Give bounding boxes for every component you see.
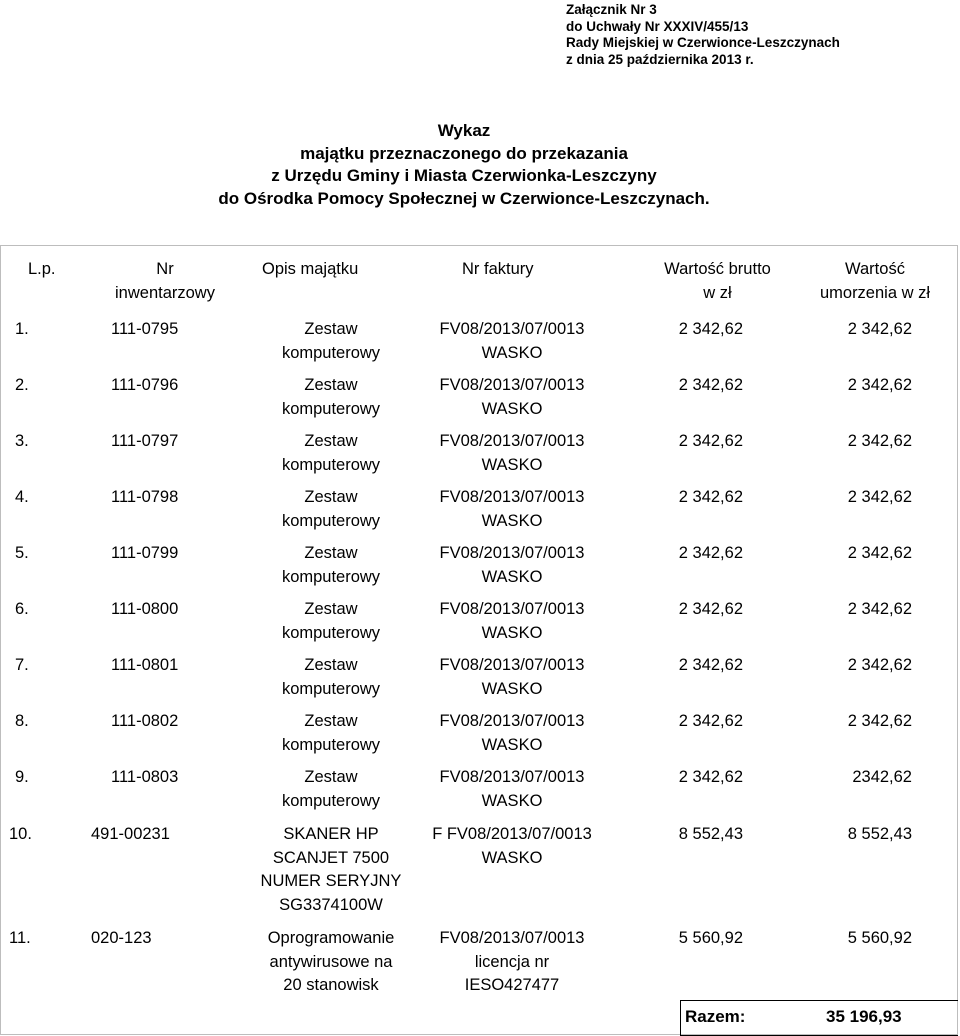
description-line: NUMER SERYJNY [260, 872, 402, 890]
asset-description [236, 823, 426, 917]
header-description: Opis majątku [262, 260, 359, 278]
invoice-number [412, 654, 612, 701]
gross-value: 2 342,62 [678, 768, 743, 786]
description-line: Oprogramowanie [267, 929, 395, 947]
description-line: Zestaw [304, 320, 358, 338]
header-inventory-line: Nr [156, 260, 174, 278]
invoice-line: FV08/2013/07/0013 [439, 712, 585, 730]
header-gross-line: Wartość brutto [664, 260, 771, 278]
gross-value: 2 342,62 [678, 656, 743, 674]
inventory-number: 111-0802 [111, 712, 179, 730]
gross-value: 2 342,62 [678, 600, 743, 618]
header-invoice: Nr faktury [462, 260, 534, 278]
invoice-line: WASKO [481, 455, 543, 474]
row-number: 8. [15, 712, 29, 730]
row-number: 10. [9, 825, 32, 843]
invoice-line: WASKO [481, 735, 543, 754]
asset-description [236, 486, 426, 533]
invoice-line: FV08/2013/07/0013 [439, 544, 585, 562]
annex-reference [566, 2, 840, 68]
row-number: 5. [15, 544, 29, 562]
description-line: SKANER HP [283, 825, 379, 843]
gross-value: 2 342,62 [678, 544, 743, 562]
invoice-number [412, 598, 612, 645]
description-line: komputerowy [281, 455, 381, 474]
description-line: komputerowy [281, 511, 381, 530]
header-amortization-line: umorzenia w zł [819, 283, 931, 302]
inventory-number: 020-123 [91, 929, 152, 947]
invoice-line: FV08/2013/07/0013 [439, 929, 585, 947]
asset-description [236, 710, 426, 757]
description-line: komputerowy [281, 791, 381, 810]
invoice-number [412, 542, 612, 589]
amortization-value: 2 342,62 [847, 432, 912, 450]
title-line: do Ośrodka Pomocy Społecznej w Czerwionce-Leszczynach. [218, 188, 710, 208]
description-line: Zestaw [304, 488, 358, 506]
amortization-value: 2 342,62 [847, 320, 912, 338]
description-line: komputerowy [281, 399, 381, 418]
asset-description [236, 598, 426, 645]
description-line: Zestaw [304, 656, 358, 674]
title-line: majątku przeznaczonego do przekazania [300, 143, 628, 163]
invoice-number [412, 823, 612, 870]
total-label: Razem: [685, 1007, 746, 1026]
description-line: komputerowy [281, 623, 381, 642]
inventory-number: 111-0799 [111, 544, 179, 562]
inventory-number: 111-0801 [111, 656, 179, 674]
header-lp: L.p. [28, 260, 56, 278]
invoice-line: WASKO [481, 679, 543, 698]
amortization-value: 2 342,62 [847, 712, 912, 730]
invoice-line: FV08/2013/07/0013 [439, 768, 585, 786]
description-line: Zestaw [304, 600, 358, 618]
title-line: Wykaz [437, 121, 491, 140]
asset-description [236, 542, 426, 589]
amortization-value: 2342,62 [852, 768, 912, 786]
amortization-value: 2 342,62 [847, 600, 912, 618]
gross-value: 2 342,62 [678, 488, 743, 506]
invoice-number [412, 318, 612, 365]
inventory-number: 111-0798 [111, 488, 179, 506]
amortization-value: 2 342,62 [847, 544, 912, 562]
description-line: 20 stanowisk [283, 976, 379, 994]
invoice-line: WASKO [481, 791, 543, 810]
invoice-line: WASKO [481, 511, 543, 530]
asset-description [236, 318, 426, 365]
row-number: 7. [15, 656, 29, 674]
header-inventory-number [70, 258, 260, 305]
description-line: Zestaw [304, 544, 358, 562]
asset-description [236, 430, 426, 477]
invoice-line: WASKO [481, 399, 543, 418]
amortization-value: 2 342,62 [847, 656, 912, 674]
invoice-line: FV08/2013/07/0013 [439, 432, 585, 450]
invoice-number [412, 486, 612, 533]
invoice-line: WASKO [481, 567, 543, 586]
inventory-number: 491-00231 [91, 825, 170, 843]
inventory-number: 111-0797 [111, 432, 179, 450]
invoice-number [412, 374, 612, 421]
invoice-number [412, 710, 612, 757]
invoice-line: FV08/2013/07/0013 [439, 656, 585, 674]
description-line: Zestaw [304, 712, 358, 730]
row-number: 11. [9, 929, 31, 947]
row-number: 3. [15, 432, 29, 450]
description-line: Zestaw [304, 376, 358, 394]
invoice-line: WASKO [481, 343, 543, 362]
description-line: SG3374100W [279, 895, 383, 914]
description-line: komputerowy [281, 343, 381, 362]
header-amortization-line: Wartość [845, 260, 905, 278]
description-line: SCANJET 7500 [272, 848, 390, 867]
invoice-line: FV08/2013/07/0013 [439, 376, 585, 394]
row-number: 9. [15, 768, 29, 786]
amortization-value: 2 342,62 [847, 376, 912, 394]
description-line: komputerowy [281, 567, 381, 586]
asset-description [236, 654, 426, 701]
asset-description [236, 766, 426, 813]
title-line: z Urzędu Gminy i Miasta Czerwionka-Leszczyny [271, 166, 657, 185]
invoice-number [412, 927, 612, 998]
header-inventory-line: inwentarzowy [115, 283, 215, 302]
invoice-number [412, 766, 612, 813]
inventory-number: 111-0803 [111, 768, 179, 786]
asset-description [236, 927, 426, 998]
annex-line: do Uchwały Nr XXXIV/455/13 [566, 18, 749, 34]
description-line: Zestaw [304, 432, 358, 450]
annex-line: Załącznik Nr 3 [566, 2, 657, 17]
inventory-number: 111-0796 [111, 376, 179, 394]
description-line: antywirusowe na [269, 952, 393, 971]
inventory-number: 111-0800 [111, 600, 179, 618]
invoice-number [412, 430, 612, 477]
total-value: 35 196,93 [826, 1007, 902, 1026]
description-line: komputerowy [281, 679, 381, 698]
gross-value: 2 342,62 [678, 376, 743, 394]
gross-value: 2 342,62 [678, 432, 743, 450]
amortization-value: 8 552,43 [847, 825, 912, 843]
invoice-line: FV08/2013/07/0013 [439, 600, 585, 618]
gross-value: 2 342,62 [678, 712, 743, 730]
row-number: 1. [15, 320, 29, 338]
description-line: komputerowy [281, 735, 381, 754]
header-gross-line: w zł [703, 283, 732, 302]
inventory-number: 111-0795 [111, 320, 179, 338]
annex-line: Rady Miejskiej w Czerwionce-Leszczynach [566, 35, 840, 50]
gross-value: 8 552,43 [678, 825, 743, 843]
row-number: 2. [15, 376, 29, 394]
amortization-value: 2 342,62 [847, 488, 912, 506]
description-line: Zestaw [304, 768, 358, 786]
annex-line: z dnia 25 października 2013 r. [566, 51, 754, 67]
invoice-line: FV08/2013/07/0013 [439, 320, 585, 338]
gross-value: 5 560,92 [678, 929, 743, 947]
gross-value: 2 342,62 [678, 320, 743, 338]
row-number: 4. [15, 488, 29, 506]
invoice-line: WASKO [481, 848, 543, 867]
invoice-line: WASKO [481, 623, 543, 642]
document-title [100, 120, 828, 210]
invoice-line: F FV08/2013/07/0013 [432, 825, 592, 843]
invoice-line: licencja nr [474, 952, 550, 971]
asset-description [236, 374, 426, 421]
header-amortization-value [785, 258, 960, 305]
invoice-line: FV08/2013/07/0013 [439, 488, 585, 506]
invoice-line: IESO427477 [464, 976, 560, 994]
row-number: 6. [15, 600, 29, 618]
amortization-value: 5 560,92 [847, 929, 912, 947]
